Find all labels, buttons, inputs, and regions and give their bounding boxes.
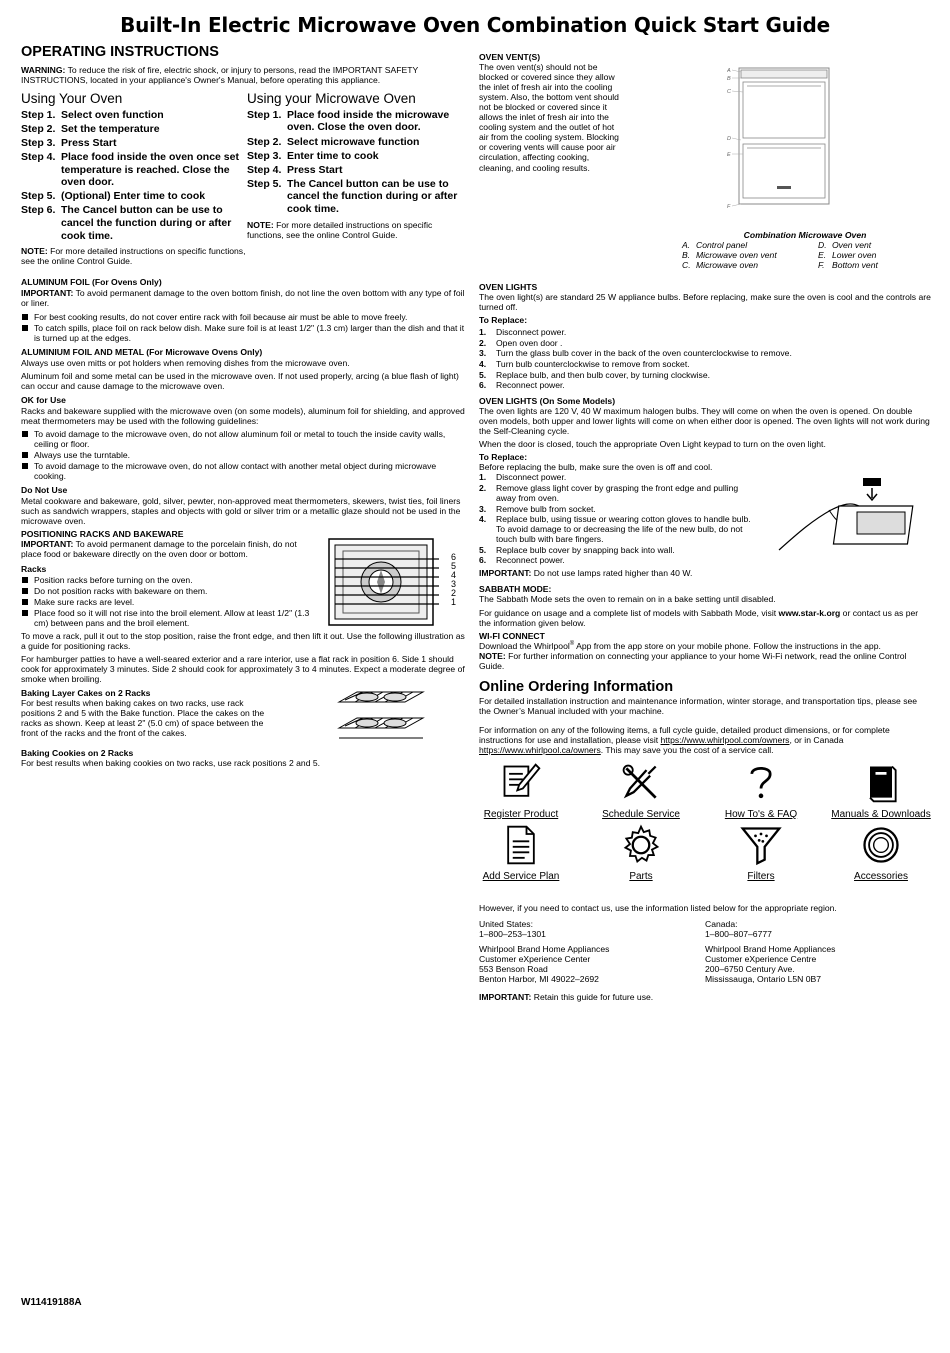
step-text: The Cancel button can be use to cancel the function during or after cook time. <box>61 204 232 242</box>
step-item <box>247 136 465 149</box>
document-number: W11419188A <box>21 1297 82 1308</box>
wifi-heading: WI-FI CONNECT <box>479 630 545 641</box>
step-text: Enter time to cook <box>287 149 379 162</box>
legend-value: Control panel <box>696 240 748 250</box>
foil-metal-p1: Always use oven mitts or pot holders when removing dishes from the microwave oven. <box>21 357 350 368</box>
filter-icon <box>739 823 783 867</box>
lights-steps <box>479 327 931 390</box>
step-item <box>21 109 247 122</box>
microwave-note: NOTE: For more detailed instructions on specific functions, see the online Control Guide. <box>247 219 433 240</box>
numbered-step: 4. Replace bulb, using tissue or wearing cotton gloves to handle bulb. To avoid damage to or decreasing the life of the new bulb, do not touch bulb with bare fingers. <box>479 514 751 545</box>
step-number: Step 3. <box>21 137 56 150</box>
lights2-replace-text: Before replacing the bulb, make sure the oven is off and cool. <box>479 462 713 473</box>
ordering-link-accessories[interactable] <box>826 823 936 883</box>
ordering-p2: For information on any of the following items, a full cycle guide, detailed product dimensions, or for complete instructions for use and installation, please visit https://www.whirlpool.com/owners, or in Canada https://www.whirlpool.ca/owners. This may save you the cost of a service call. <box>479 724 890 755</box>
racks-heading: POSITIONING RACKS AND BAKEWARE <box>21 529 184 540</box>
ordering-link-label[interactable]: Parts <box>629 870 653 882</box>
using-oven-heading: Using Your Oven <box>21 91 123 107</box>
numbered-step: 3. Remove bulb from socket. <box>479 503 596 514</box>
bullet-item: Do not position racks with bakeware on them. <box>21 586 313 596</box>
diagram-label-a: A <box>727 68 731 74</box>
legend-value: Oven vent <box>832 240 872 250</box>
manual-icon <box>859 761 903 805</box>
bullet-item: To avoid damage to the microwave oven, do not allow contact with another metal object during microwave cooking. <box>21 461 465 481</box>
ordering-link-label[interactable]: Schedule Service <box>602 808 680 820</box>
rack-number: 4 <box>451 570 457 581</box>
step-number: Step 2. <box>247 135 282 148</box>
oven-diagram <box>727 62 837 212</box>
rack-number: 1 <box>451 597 457 608</box>
ordering-link-label[interactable]: Accessories <box>854 870 908 882</box>
step-number: Step 5. <box>21 190 56 203</box>
whirlpool-ca-link[interactable]: https://www.whirlpool.ca/owners <box>479 744 601 755</box>
legend-key: A. <box>682 240 691 250</box>
vents-heading: OVEN VENT(S) <box>479 52 541 62</box>
diagram-label-e: E <box>727 152 731 158</box>
step-text: Place food inside the oven once set temperature is reached. Close the oven door. <box>61 151 239 189</box>
ok-bullets <box>21 429 465 481</box>
ordering-link-parts[interactable] <box>586 823 696 883</box>
diagram-caption: Combination Microwave Oven <box>743 230 867 240</box>
right-column <box>479 52 931 1005</box>
lights2-text: The oven lights are 120 V, 40 W maximum halogen bulbs. They will come on when the oven is opened. On double oven models, both upper and lower lights will come on when either door is opened. The oven lights will not work during the Self-Cleaning cycle. <box>479 406 930 437</box>
step-text: Set the temperature <box>61 122 160 135</box>
dont-text: Metal cookware and bakeware, gold, silver, pewter, non-approved meat thermometers, skewers, twist ties, foil liners such as sandwich wrappers, staples and objects with gold or silver trim or a metallic glaze should not be used in the microwave oven. <box>21 496 461 527</box>
cookies-text: For best results when baking cookies on two racks, use rack positions 2 and 5. <box>21 758 321 769</box>
cake-racks-illustration <box>335 688 427 746</box>
lights2-replace-heading: To Replace: <box>479 452 528 463</box>
operating-heading: OPERATING INSTRUCTIONS <box>21 44 219 60</box>
question-icon <box>739 761 783 805</box>
step-text: The Cancel button can be use to cancel the function during or after cook time. <box>287 177 458 215</box>
racks-sub: Racks <box>21 563 47 574</box>
step-item <box>247 178 465 216</box>
diagram-label-b: B <box>727 76 731 82</box>
cakes-heading: Baking Layer Cakes on 2 Racks <box>21 688 151 699</box>
using-oven-section <box>21 91 247 269</box>
step-item <box>21 151 247 189</box>
dont-heading: Do Not Use <box>21 485 68 496</box>
page-title: Built-In Electric Microwave Oven Combination Quick Start Guide <box>120 13 830 37</box>
left-column <box>21 44 465 771</box>
numbered-step: 5. Replace bulb cover by snapping back into wall. <box>479 544 675 555</box>
rack-number: 2 <box>451 588 457 599</box>
legend-key: B. <box>682 250 691 261</box>
step-number: Step 3. <box>247 149 282 162</box>
step-item <box>247 109 465 134</box>
cakes-text: For best results when baking cakes on two racks, use rack positions 2 and 5 with the Bake function. Place the cakes on the racks as shown. Keep at least 2" (5.0 cm) of space between the front of the racks and the front of the cakes. <box>21 698 265 739</box>
step-item <box>21 204 247 242</box>
lights2-important: IMPORTANT: Do not use lamps rated higher than 40 W. <box>479 568 693 579</box>
sabbath-heading: SABBATH MODE: <box>479 584 552 595</box>
step-text: (Optional) Enter time to cook <box>61 190 206 203</box>
contact-intro: However, if you need to contact us, use the information listed below for the appropriate region. <box>479 902 837 913</box>
bullet-item: Position racks before turning on the oven. <box>21 575 313 585</box>
foil-heading: ALUMINUM FOIL (For Ovens Only) <box>21 277 162 288</box>
rack-number: 5 <box>451 561 457 572</box>
contact-columns <box>479 919 931 984</box>
ordering-link-filters[interactable] <box>706 823 816 883</box>
numbered-step: 3. Turn the glass bulb cover in the back of the oven counterclockwise to remove. <box>479 348 792 359</box>
accessories-icon <box>859 823 903 867</box>
racks-important: IMPORTANT: To avoid permanent damage to the porcelain finish, do not place food or bakeware directly on the oven door or bottom. <box>21 539 297 560</box>
bullet-item: Always use the turntable. <box>21 450 465 460</box>
ordering-link-label[interactable]: Register Product <box>483 808 559 820</box>
numbered-step: 4. Turn bulb counterclockwise to remove from socket. <box>479 358 690 369</box>
oven-steps <box>21 109 247 242</box>
step-number: Step 6. <box>21 204 56 217</box>
ok-heading: OK for Use <box>21 394 66 405</box>
warning-paragraph: WARNING: To reduce the risk of fire, electric shock, or injury to persons, read the IMPORTANT SAFETY INSTRUCTIONS, located in your appliance's Owner's Manual, before operating this appliance. <box>21 64 419 85</box>
foil-bullets <box>21 312 465 343</box>
diagram-label-d: D <box>727 136 731 142</box>
lights-text: The oven light(s) are standard 25 W appliance bulbs. Before replacing, make sure the oven is cool and the controls are turned off. <box>479 292 931 313</box>
legend-key: D. <box>818 240 827 250</box>
step-text: Select microwave function <box>287 135 420 148</box>
rack-number: 3 <box>451 579 457 590</box>
whirlpool-us-link[interactable]: https://www.whirlpool.com/owners <box>660 734 790 745</box>
ordering-link-label[interactable]: Add Service Plan <box>482 870 560 882</box>
legend-key: C. <box>682 260 691 271</box>
step-text: Select oven function <box>61 108 164 121</box>
ok-text: Racks and bakeware supplied with the microwave oven (on some models), aluminum foil for shielding, and approved meat thermometers may be used with the following guidelines: <box>21 405 465 426</box>
rack-position-numbers <box>451 553 456 607</box>
racks-bullets <box>21 575 313 628</box>
step-number: Step 1. <box>247 108 282 121</box>
step-number: Step 4. <box>21 151 56 164</box>
lights2-heading: OVEN LIGHTS (On Some Models) <box>479 396 616 407</box>
ordering-icon-grid <box>479 761 931 899</box>
legend-value: Bottom vent <box>832 260 878 271</box>
ordering-heading: Online Ordering Information <box>479 678 674 695</box>
ordering-link-how-to-s-faq[interactable] <box>706 761 816 821</box>
star-k-link[interactable]: www.star-k.org <box>778 607 841 618</box>
ordering-link-manuals-downloads[interactable] <box>826 761 936 821</box>
foil-metal-p2: Aluminum foil and some metal can be used in the microwave oven. If not used properly, arcing (a blue flash of light) can occur and cause damage to the microwave oven. <box>21 370 459 391</box>
numbered-step: 6. Reconnect power. <box>479 380 565 391</box>
register-icon <box>499 761 543 805</box>
step-number: Step 1. <box>21 108 56 121</box>
wifi-note: NOTE: For further information on connecting your appliance to your home Wi-Fi network, read the online Control Guide. <box>479 650 907 671</box>
using-microwave-heading: Using your Microwave Oven <box>247 91 416 107</box>
bullet-item: To avoid damage to the microwave oven, do not allow aluminum foil or metal to touch the inside cavity walls, ceiling or floor. <box>21 429 465 449</box>
ordering-link-label[interactable]: Manuals & Downloads <box>831 808 931 820</box>
step-item <box>247 150 465 163</box>
lights-replace-heading: To Replace: <box>479 315 528 326</box>
bullet-item: For best cooking results, do not cover entire rack with foil because air must be able to move freely. <box>21 312 465 322</box>
contact-us: United States: 1–800–253–1301 Whirlpool Brand Home Appliances Customer eXperience Center 553 Benson Road Benton Harbor, MI 49022–2692 <box>479 919 610 985</box>
numbered-step: 1. Disconnect power. <box>479 472 567 483</box>
ordering-link-register-product[interactable] <box>466 761 576 821</box>
bullet-item: Place food so it will not rise into the broil element. Allow at least 1/2" (1.3 cm) between pans and the broil element. <box>21 608 313 628</box>
ordering-p1: For detailed installation instruction and maintenance information, winter storage, and transportation tips, please see the Owner’s Manual included with your machine. <box>479 695 918 716</box>
ordering-link-schedule-service[interactable] <box>586 761 696 821</box>
legend-value: Microwave oven vent <box>696 250 777 261</box>
step-item <box>21 190 247 203</box>
legend-key: E. <box>818 250 827 261</box>
rack-number: 6 <box>451 552 457 563</box>
diagram-legend <box>682 240 931 270</box>
using-microwave-section <box>247 91 465 269</box>
foil-important: IMPORTANT: To avoid permanent damage to the oven bottom finish, do not line the oven bottom with any type of foil or liner. <box>21 288 465 309</box>
step-text: Press Start <box>287 163 343 176</box>
diagram-label-c: C <box>727 89 731 95</box>
numbered-step: 5. Replace bulb, and then bulb cover, by turning clockwise. <box>479 369 711 380</box>
ordering-link-label[interactable]: How To's & FAQ <box>724 808 798 820</box>
foil-metal-heading: ALUMINIUM FOIL AND METAL (For Microwave Ovens Only) <box>21 346 263 357</box>
wifi-text: Download the Whirlpool® App from the app store on your mobile phone. Follow the instructions in the app. <box>479 640 881 651</box>
bullet-item: Make sure racks are level. <box>21 597 313 607</box>
diagram-label-f: F <box>727 204 731 210</box>
lights2-steps <box>479 472 759 565</box>
legend-key: F. <box>818 260 825 271</box>
numbered-step: 2. Remove glass light cover by grasping the front edge and pulling away from oven. <box>479 482 739 504</box>
step-number: Step 4. <box>247 163 282 176</box>
lights2-text2: When the door is closed, touch the appropriate Oven Light keypad to turn on the oven light. <box>479 439 826 450</box>
step-number: Step 2. <box>21 122 56 135</box>
step-item <box>21 137 247 150</box>
racks-p1: To move a rack, pull it out to the stop position, raise the front edge, and then lift it out. Use the following illustration as a guide for positioning racks. <box>21 630 465 651</box>
microwave-steps <box>247 109 465 216</box>
step-item <box>247 164 465 177</box>
rack-positions-illustration <box>327 537 463 631</box>
racks-p2: For hamburger patties to have a well-seared exterior and a rare interior, use a flat rack in position 6. Side 1 should cook for approximately 3 minutes. Side 2 should cook for approximately 3 to 4 minutes. Expect a moderate degree of smoke when broiling. <box>21 653 465 684</box>
bullet-item: To catch spills, place foil on rack below dish. Make sure foil is at least 1/2" (1.3 cm) larger than the dish and that it is turned up at the edges. <box>21 323 465 343</box>
numbered-step: 6. Reconnect power. <box>479 555 565 566</box>
sabbath-text: The Sabbath Mode sets the oven to remain on in a bake setting until disabled. <box>479 594 776 605</box>
sabbath-text2: For guidance on usage and a complete list of models with Sabbath Mode, visit www.star-k.org or contact us as per the information given below. <box>479 607 919 628</box>
bulb-replacement-illustration <box>771 476 921 556</box>
vents-text: The oven vent(s) should not be blocked or covered since they allow the inlet of fresh air into the cooling system. Also, the bottom vent should not be blocked or covered since it allows the inlet of fresh air into the cooling system and the outlet of hot air from the cooling system. Blocking or covering vents will cause poor air circulation, affecting cooking, cleaning, and cooling results. <box>479 62 619 173</box>
lights-heading: OVEN LIGHTS <box>479 282 538 293</box>
ordering-link-add-service-plan[interactable] <box>466 823 576 883</box>
step-number: Step 5. <box>247 177 282 190</box>
retain-note: IMPORTANT: Retain this guide for future use. <box>479 992 654 1003</box>
legend-value: Lower oven <box>832 250 877 261</box>
numbered-step: 2. Open oven door . <box>479 337 563 348</box>
step-text: Press Start <box>61 137 117 150</box>
contact-canada: Canada: 1–800–807–6777 Whirlpool Brand Home Appliances Customer eXperience Centre 200–6750 Century Ave. Mississauga, Ontario L5N 0B7 <box>705 919 836 985</box>
oven-note: NOTE: For more detailed instructions on specific functions, see the online Control Guide. <box>21 246 246 267</box>
step-text: Place food inside the microwave oven. Close the oven door. <box>287 108 450 134</box>
cookies-heading: Baking Cookies on 2 Racks <box>21 748 134 759</box>
gear-icon <box>619 823 663 867</box>
ordering-link-label[interactable]: Filters <box>747 870 775 882</box>
step-item <box>21 123 247 136</box>
tools-icon <box>619 761 663 805</box>
numbered-step: 1. Disconnect power. <box>479 327 567 338</box>
legend-value: Microwave oven <box>696 260 759 271</box>
document-icon <box>499 823 543 867</box>
